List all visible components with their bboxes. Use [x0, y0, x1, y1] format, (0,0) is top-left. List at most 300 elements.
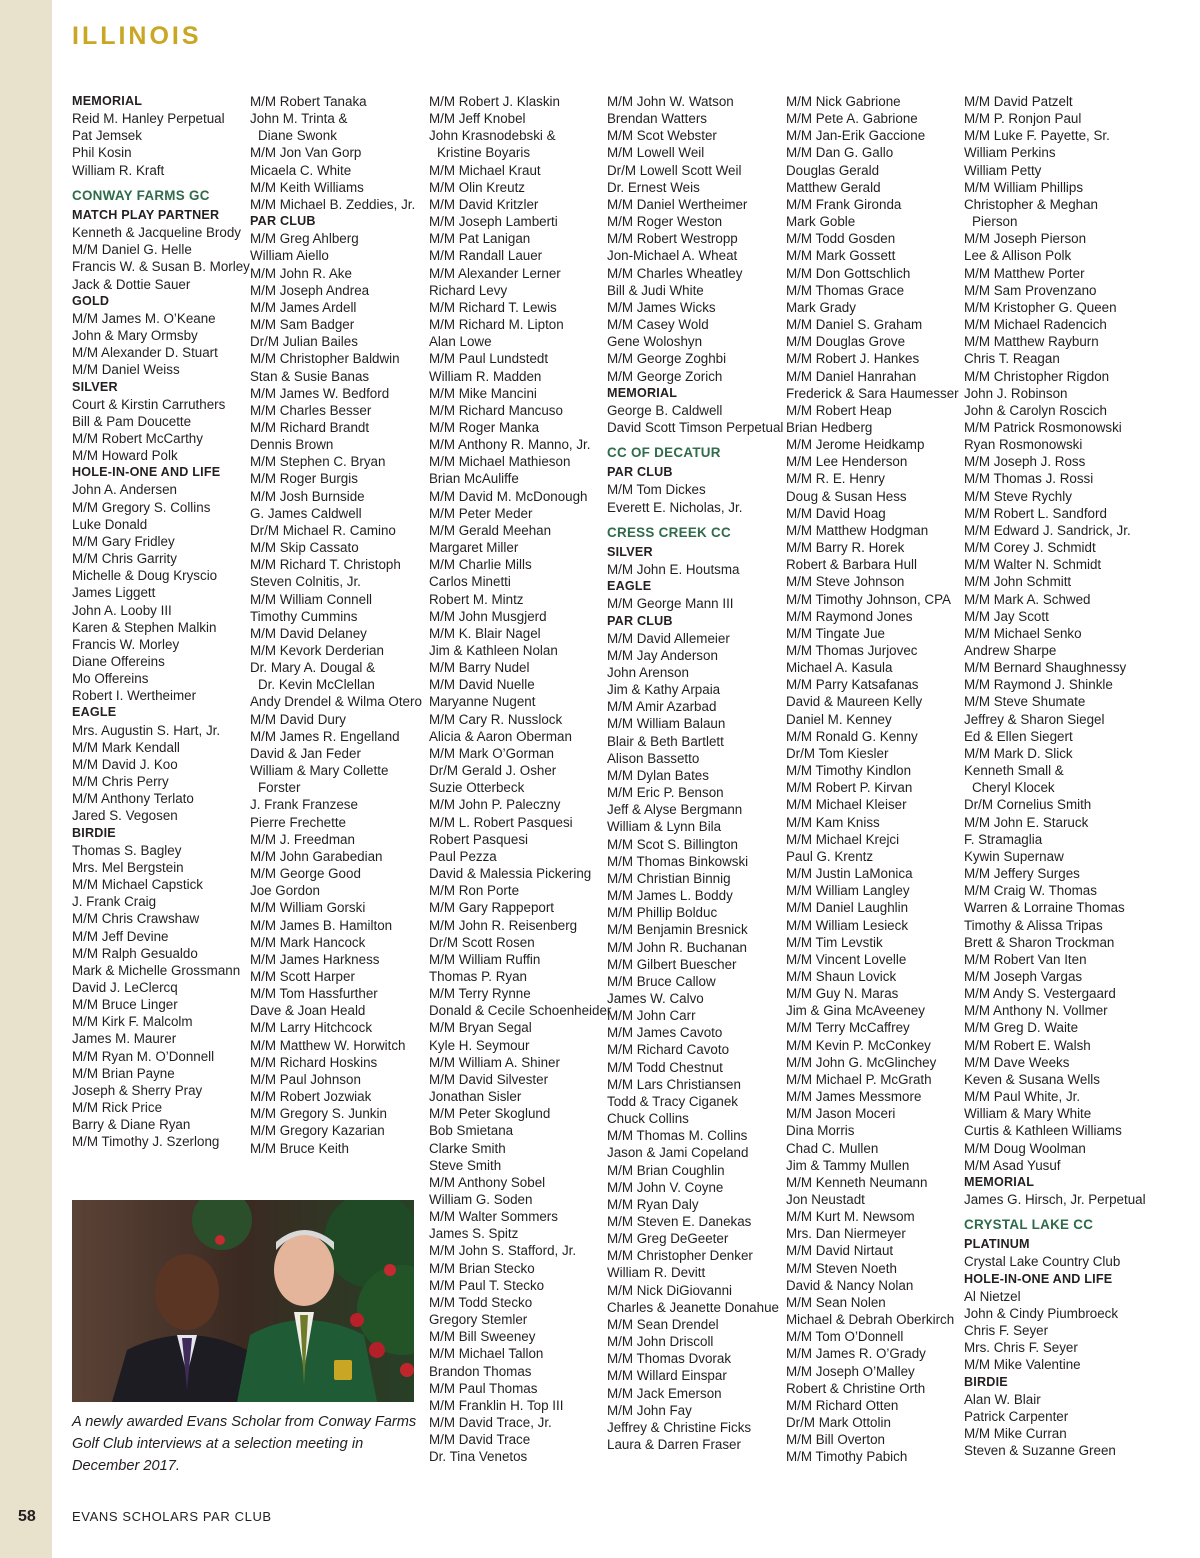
donor-name: M/M Anthony Terlato	[72, 791, 194, 807]
donor-name: M/M Richard Cavoto	[607, 1042, 730, 1058]
donor-name: M/M Bruce Callow	[607, 973, 716, 989]
donor-column-4	[607, 93, 783, 1453]
giving-level-heading: SILVER	[72, 379, 118, 394]
donor-name: William Petty	[964, 162, 1042, 178]
donor-name: M/M Alexander Lerner	[429, 265, 561, 281]
donor-name: M/M Greg Ahlberg	[250, 231, 359, 247]
donor-name: Jason & Jami Copeland	[607, 1145, 749, 1161]
donor-name: M/M Jay Scott	[964, 608, 1049, 624]
donor-name: M/M Michael Kleiser	[786, 797, 907, 813]
donor-name: Pat Jemsek	[72, 128, 142, 144]
donor-name: M/M Kurt M. Newsom	[786, 1209, 915, 1225]
donor-name: M/M Gary Fridley	[72, 533, 175, 549]
donor-name: Chad C. Mullen	[786, 1140, 879, 1156]
donor-name: Francis W. & Susan B. Morley	[72, 259, 250, 275]
donor-name: M/M Michael Radencich	[964, 317, 1107, 333]
donor-name: Curtis & Kathleen Williams	[964, 1123, 1122, 1139]
scholar-photo-illustration	[72, 1200, 414, 1402]
donor-name: John M. Trinta &	[250, 111, 348, 127]
donor-name: M/M Mike Valentine	[964, 1357, 1081, 1373]
donor-name: M/M Frank Gironda	[786, 196, 902, 212]
donor-name: M/M David Nirtaut	[786, 1243, 894, 1259]
donor-name: Brandon Thomas	[429, 1363, 532, 1379]
giving-level-heading: EAGLE	[72, 705, 117, 720]
donor-name: M/M Matthew Rayburn	[964, 334, 1099, 350]
donor-name: M/M Sam Provenzano	[964, 282, 1097, 298]
donor-name: Margaret Miller	[429, 540, 519, 556]
donor-name: William & Mary White	[964, 1106, 1092, 1122]
giving-level-heading: MATCH PLAY PARTNER	[72, 207, 220, 222]
donor-name: M/M Lars Christiansen	[607, 1076, 741, 1092]
donor-name: M/M Daniel S. Graham	[786, 317, 923, 333]
donor-name: Jon Neustadt	[786, 1192, 865, 1207]
donor-name: M/M John Carr	[607, 1008, 696, 1024]
donor-name: M/M Robert Tanaka	[250, 94, 367, 109]
donor-name: M/M Robert McCarthy	[72, 430, 203, 446]
donor-name: Jeff & Alyse Bergmann	[607, 802, 743, 818]
donor-name: M/M Brian Payne	[72, 1065, 175, 1081]
donor-name: M/M Christopher Baldwin	[250, 351, 400, 367]
donor-name: M/M Kam Kniss	[786, 814, 880, 830]
donor-name: M/M Lee Henderson	[786, 454, 908, 470]
donor-name: J. Frank Craig	[72, 894, 157, 910]
donor-name: Michael & Debrah Oberkirch	[786, 1312, 955, 1328]
donor-name: Charles & Jeanette Donahue	[607, 1299, 779, 1315]
donor-name: M/M Jon Van Gorp	[250, 145, 362, 161]
donor-name: M/M Thomas Dvorak	[607, 1351, 732, 1367]
giving-level-heading: EAGLE	[607, 579, 652, 594]
donor-name: M/M Mark D. Slick	[964, 745, 1073, 761]
donor-name: J. Frank Franzese	[250, 797, 358, 813]
donor-name: M/M Anthony R. Manno, Jr.	[429, 437, 591, 453]
donor-name: Alan Lowe	[429, 334, 492, 350]
donor-name-continued: Pierson	[972, 214, 1018, 230]
donor-name: M/M Todd Chestnut	[607, 1059, 723, 1075]
donor-name: Dr. Mary A. Dougal &	[250, 660, 376, 676]
donor-name: M/M Ronald G. Kenny	[786, 728, 918, 744]
donor-name: M/M Cary R. Nusslock	[429, 711, 563, 727]
donor-name: M/M Don Gottschlich	[786, 265, 911, 281]
donor-name: M/M Gregory S. Collins	[72, 499, 211, 515]
donor-name: M/M Timothy Kindlon	[786, 763, 912, 779]
donor-name: M/M Stephen C. Bryan	[250, 454, 386, 470]
donor-name: M/M Jan-Erik Gaccione	[786, 128, 926, 144]
donor-name: M/M Paul Lundstedt	[429, 351, 549, 367]
donor-name: M/M Nick Gabrione	[786, 94, 901, 109]
donor-name: M/M David Delaney	[250, 625, 367, 641]
donor-name: Robert Pasquesi	[429, 831, 528, 847]
donor-name: M/M George Good	[250, 866, 361, 882]
donor-name: Barry & Diane Ryan	[72, 1117, 191, 1133]
donor-name: Dr/M Gerald J. Osher	[429, 763, 557, 779]
donor-name: Al Nietzel	[964, 1288, 1021, 1304]
donor-name: Michelle & Doug Kryscio	[72, 568, 218, 584]
donor-name: M/M Benjamin Bresnick	[607, 922, 748, 938]
donor-name: M/M Bruce Linger	[72, 997, 178, 1013]
donor-name: M/M Steven E. Danekas	[607, 1214, 752, 1229]
donor-name: M/M Josh Burnside	[250, 488, 365, 504]
donor-name: M/M Tingate Jue	[786, 625, 885, 641]
donor-name: Alicia & Aaron Oberman	[429, 728, 572, 744]
donor-name: M/M James Ardell	[250, 299, 357, 315]
club-heading: CRESS CREEK CC	[607, 524, 731, 540]
donor-name: Jim & Tammy Mullen	[786, 1157, 910, 1173]
donor-name: M/M Thomas Jurjovec	[786, 643, 918, 658]
donor-name: Chris F. Seyer	[964, 1323, 1049, 1339]
donor-name: Paul G. Krentz	[786, 848, 874, 864]
donor-name: M/M Joseph Lamberti	[429, 214, 558, 230]
donor-name: M/M Terry McCaffrey	[786, 1020, 910, 1036]
donor-name: M/M Robert L. Sandford	[964, 505, 1107, 521]
donor-name: Dina Morris	[786, 1123, 855, 1139]
donor-name: James S. Spitz	[429, 1226, 519, 1242]
donor-name: M/M Parry Katsafanas	[786, 677, 919, 693]
donor-name: M/M P. Ronjon Paul	[964, 111, 1082, 127]
donor-name: M/M James Harkness	[250, 951, 380, 967]
donor-name: M/M K. Blair Nagel	[429, 625, 541, 641]
donor-name: M/M Robert J. Klaskin	[429, 94, 560, 109]
donor-name: M/M Pat Lanigan	[429, 231, 531, 247]
donor-name: Francis W. Morley	[72, 636, 180, 652]
donor-name: Chuck Collins	[607, 1111, 689, 1127]
donor-name: Dr/M Julian Bailes	[250, 334, 358, 350]
donor-name: M/M Anthony Sobel	[429, 1174, 546, 1190]
donor-name: M/M Timothy Pabich	[786, 1449, 908, 1465]
donor-name: William R. Kraft	[72, 162, 165, 178]
donor-name: Mark & Michelle Grossmann	[72, 962, 241, 978]
donor-name: M/M Thomas M. Collins	[607, 1128, 748, 1144]
donor-name: M/M David Hoag	[786, 505, 886, 521]
donor-name: M/M Eric P. Benson	[607, 785, 724, 801]
club-heading: CC OF DECATUR	[607, 445, 721, 461]
donor-name: M/M Edward J. Sandrick, Jr.	[964, 522, 1131, 538]
donor-name: M/M Jason Moceri	[786, 1106, 896, 1122]
donor-name: James G. Hirsch, Jr. Perpetual	[964, 1192, 1146, 1207]
donor-name: M/M John R. Ake	[250, 265, 352, 281]
donor-name: Reid M. Hanley Perpetual	[72, 111, 225, 127]
donor-name: Jonathan Sisler	[429, 1089, 522, 1105]
donor-name: M/M Matthew Hodgman	[786, 522, 929, 538]
donor-name: M/M Nick DiGiovanni	[607, 1282, 733, 1298]
donor-name: M/M Gregory S. Junkin	[250, 1106, 387, 1122]
donor-name: M/M Mark Hancock	[250, 934, 366, 950]
donor-name: Dennis Brown	[250, 437, 334, 453]
donor-name: Jared S. Vegosen	[72, 808, 178, 824]
donor-name: M/M Howard Polk	[72, 448, 178, 464]
donor-name: M/M Kevin P. McConkey	[786, 1037, 931, 1053]
donor-name: M/M Sam Badger	[250, 317, 355, 333]
donor-name: M/M Dave Weeks	[964, 1054, 1070, 1070]
donor-name: Timothy Cummins	[250, 608, 358, 624]
donor-name: Dr/M Lowell Scott Weil	[607, 162, 742, 178]
donor-name: M/M John Garabedian	[250, 848, 383, 864]
donor-name: M/M Todd Stecko	[429, 1294, 533, 1310]
donor-name: Brian Hedberg	[786, 419, 873, 435]
donor-name: M/M John E. Staruck	[964, 814, 1089, 830]
donor-name: Suzie Otterbeck	[429, 780, 525, 796]
giving-level-heading: SILVER	[607, 544, 653, 559]
donor-name: M/M Corey J. Schmidt	[964, 540, 1096, 556]
donor-name: M/M Daniel Hanrahan	[786, 368, 917, 384]
donor-name-continued: Kristine Boyaris	[437, 145, 531, 161]
donor-name: M/M David Trace, Jr.	[429, 1415, 552, 1431]
donor-name: William & Mary Collette	[250, 763, 389, 779]
donor-name: Keven & Susana Wells	[964, 1071, 1100, 1087]
donor-name: M/M Randall Lauer	[429, 248, 543, 264]
donor-name: M/M Jeffery Surges	[964, 866, 1080, 882]
donor-name: Brian McAuliffe	[429, 471, 519, 487]
donor-name: M/M John S. Stafford, Jr.	[429, 1243, 577, 1259]
donor-name: M/M Kenneth Neumann	[786, 1174, 928, 1190]
donor-name: M/M Gerald Meehan	[429, 522, 552, 538]
donor-name: M/M Steve Johnson	[786, 574, 905, 590]
donor-name: M/M Michael B. Zeddies, Jr.	[250, 196, 416, 212]
donor-name: Steven & Suzanne Green	[964, 1443, 1116, 1459]
donor-name: M/M Michael Senko	[964, 625, 1082, 641]
donor-name: Thomas P. Ryan	[429, 968, 527, 984]
donor-name: Kywin Supernaw	[964, 848, 1064, 864]
donor-name: Mark Goble	[786, 214, 856, 230]
donor-name: Mrs. Augustin S. Hart, Jr.	[72, 722, 221, 738]
donor-name: Jeffrey & Christine Ficks	[607, 1419, 752, 1435]
donor-name: John Krasnodebski &	[429, 128, 556, 144]
donor-name: M/M Gary Rappeport	[429, 900, 555, 916]
donor-name: William G. Soden	[429, 1192, 533, 1207]
donor-name: M/M Peter Skoglund	[429, 1106, 551, 1122]
donor-column-1	[72, 93, 248, 1151]
donor-name: M/M Patrick Rosmonowski	[964, 419, 1122, 435]
donor-name: Laura & Darren Fraser	[607, 1437, 741, 1453]
donor-name: M/M William Connell	[250, 591, 373, 607]
donor-name: M/M Mark Kendall	[72, 739, 180, 755]
donor-name: M/M Sean Nolen	[786, 1294, 886, 1310]
donor-name: M/M James R. O’Grady	[786, 1346, 926, 1362]
donor-column-3	[429, 93, 612, 1466]
donor-name: Diane Offereins	[72, 654, 165, 669]
donor-name: William Aiello	[250, 248, 329, 264]
donor-name: M/M Luke F. Payette, Sr.	[964, 128, 1110, 144]
donor-name: Bill & Pam Doucette	[72, 413, 192, 429]
donor-name: Paul Pezza	[429, 848, 497, 864]
donor-name: Christopher & Meghan	[964, 196, 1098, 212]
donor-name: M/M Larry Hitchcock	[250, 1020, 373, 1036]
donor-name: M/M Richard Mancuso	[429, 402, 563, 418]
donor-name: M/M Paul T. Stecko	[429, 1277, 545, 1293]
donor-name: M/M Timothy J. Szerlong	[72, 1134, 220, 1150]
donor-name: Mrs. Mel Bergstein	[72, 859, 184, 875]
donor-name: M/M Douglas Grove	[786, 334, 906, 350]
donor-name: M/M Barry R. Horek	[786, 540, 905, 556]
donor-name: Joe Gordon	[250, 883, 320, 899]
donor-name: M/M Scot S. Billington	[607, 836, 738, 852]
donor-name: M/M William Balaun	[607, 716, 726, 732]
donor-name: M/M Daniel G. Helle	[72, 242, 192, 258]
donor-name: M/M Sean Drendel	[607, 1316, 719, 1332]
donor-name: M/M Steve Shumate	[964, 694, 1086, 710]
donor-name: M/M David Patzelt	[964, 94, 1073, 109]
donor-name: John & Cindy Piumbroeck	[964, 1305, 1119, 1321]
donor-name: Matthew Gerald	[786, 179, 881, 195]
donor-name: Bill & Judi White	[607, 282, 704, 298]
donor-name: M/M Willard Einspar	[607, 1368, 727, 1384]
donor-name: William R. Devitt	[607, 1265, 706, 1281]
donor-name: M/M Roger Manka	[429, 419, 540, 435]
donor-name: M/M James R. Engelland	[250, 728, 400, 744]
donor-name: Patrick Carpenter	[964, 1408, 1069, 1424]
donor-name: David & Nancy Nolan	[786, 1277, 914, 1293]
donor-name: M/M Timothy Johnson, CPA	[786, 591, 951, 607]
donor-name: Pierre Frechette	[250, 814, 347, 830]
donor-name: M/M Chris Perry	[72, 774, 169, 790]
donor-name: M/M David Nuelle	[429, 677, 535, 693]
donor-name: Maryanne Nugent	[429, 694, 536, 710]
donor-name: David & Maureen Kelly	[786, 694, 923, 710]
donor-name: James M. Maurer	[72, 1031, 177, 1047]
donor-name: M/M Dylan Bates	[607, 767, 709, 783]
donor-name: M/M Richard T. Christoph	[250, 557, 401, 573]
donor-name: Douglas Gerald	[786, 162, 880, 178]
donor-name: M/M Robert P. Kirvan	[786, 780, 913, 796]
giving-level-heading: PAR CLUB	[607, 613, 673, 628]
donor-name: James W. Calvo	[607, 990, 704, 1006]
donor-name: Carlos Minetti	[429, 574, 511, 590]
donor-name: M/M Joseph O’Malley	[786, 1363, 915, 1379]
club-heading: CONWAY FARMS GC	[72, 187, 210, 203]
donor-name: M/M John Schmitt	[964, 574, 1072, 590]
donor-name: Robert M. Mintz	[429, 591, 524, 607]
donor-column-5	[786, 93, 962, 1466]
donor-name: David Scott Timson Perpetual	[607, 419, 784, 435]
donor-name: Thomas S. Bagley	[72, 842, 182, 858]
donor-name: F. Stramaglia	[964, 831, 1043, 847]
donor-name: M/M Scot Webster	[607, 128, 717, 144]
donor-name: M/M Ron Porte	[429, 883, 520, 899]
donor-name: M/M Mark A. Schwed	[964, 591, 1091, 607]
donor-name: M/M Scott Harper	[250, 968, 355, 984]
donor-name: M/M Bill Overton	[786, 1432, 885, 1448]
donor-name: James Liggett	[72, 585, 156, 601]
donor-name: Kenneth Small &	[964, 763, 1064, 779]
donor-name: William Perkins	[964, 145, 1056, 161]
donor-name: Brendan Watters	[607, 111, 707, 127]
donor-name: M/M Charles Besser	[250, 402, 372, 418]
donor-name: John & Carolyn Roscich	[964, 402, 1107, 418]
donor-name: George B. Caldwell	[607, 402, 723, 418]
donor-name: David & Malessia Pickering	[429, 866, 592, 882]
donor-name: Ed & Ellen Siegert	[964, 728, 1073, 744]
donor-name: M/M John G. McGlinchey	[786, 1054, 937, 1070]
donor-name: Mark Grady	[786, 299, 856, 315]
donor-column-6	[964, 93, 1146, 1459]
giving-level-heading: MEMORIAL	[964, 1174, 1035, 1189]
giving-level-heading: PLATINUM	[964, 1237, 1030, 1252]
donor-name: M/M Shaun Lovick	[786, 968, 897, 984]
donor-name: M/M Robert E. Walsh	[964, 1037, 1091, 1053]
donor-name: Dr/M Michael R. Camino	[250, 522, 396, 538]
donor-name: G. James Caldwell	[250, 505, 362, 521]
donor-name: M/M Michael Krejci	[786, 831, 900, 847]
photo-caption: A newly awarded Evans Scholar from Conway Farms Golf Club interviews at a selection meeting in December 2017.	[72, 1414, 417, 1474]
donor-name: M/M Rick Price	[72, 1100, 163, 1116]
donor-name: Jon-Michael A. Wheat	[607, 248, 738, 264]
donor-name: M/M Chris Crawshaw	[72, 911, 200, 927]
donor-name: Dave & Joan Heald	[250, 1003, 366, 1019]
donor-name: M/M Daniel Wertheimer	[607, 196, 748, 212]
donor-name: Alison Bassetto	[607, 750, 700, 766]
donor-name: John A. Looby III	[72, 602, 172, 618]
donor-name: M/M Richard M. Lipton	[429, 317, 564, 333]
donor-name: M/M Bill Sweeney	[429, 1329, 536, 1345]
donor-name: M/M William Phillips	[964, 179, 1084, 195]
donor-name: M/M Michael P. McGrath	[786, 1071, 932, 1087]
donor-name: M/M George Zorich	[607, 368, 723, 384]
donor-name: Robert & Christine Orth	[786, 1380, 926, 1396]
donor-name: Crystal Lake Country Club	[964, 1254, 1121, 1270]
club-heading: CRYSTAL LAKE CC	[964, 1217, 1094, 1233]
donor-name: M/M Skip Cassato	[250, 540, 359, 556]
donor-name: M/M Steve Rychly	[964, 488, 1072, 504]
donor-name: M/M J. Freedman	[250, 831, 355, 847]
donor-name: Doug & Susan Hess	[786, 488, 907, 504]
donor-name: M/M Olin Kreutz	[429, 179, 525, 195]
donor-name: Frederick & Sara Haumesser	[786, 385, 959, 401]
donor-name-continued: Diane Swonk	[258, 128, 337, 144]
donor-name: Kenneth & Jacqueline Brody	[72, 225, 241, 241]
donor-name: M/M David Silvester	[429, 1071, 549, 1087]
donor-name: M/M John P. Paleczny	[429, 797, 561, 813]
donor-name: M/M Charles Wheatley	[607, 265, 743, 281]
donor-name: Luke Donald	[72, 516, 148, 532]
donor-name: M/M George Zoghbi	[607, 351, 727, 367]
donor-name: M/M Guy N. Maras	[786, 986, 899, 1002]
donor-name: M/M George Mann III	[607, 596, 734, 612]
donor-name: M/M Bernard Shaughnessy	[964, 660, 1127, 676]
donor-name: M/M Joseph Andrea	[250, 282, 370, 298]
donor-name: M/M Daniel Laughlin	[786, 900, 909, 916]
donor-name: M/M Tom Dickes	[607, 482, 706, 498]
donor-name: M/M Phillip Bolduc	[607, 905, 718, 921]
donor-name: M/M Richard T. Lewis	[429, 299, 557, 315]
donor-name: M/M Dan G. Gallo	[786, 145, 894, 161]
donor-name: M/M Chris Garrity	[72, 551, 177, 567]
donor-name: M/M Bryan Segal	[429, 1020, 532, 1036]
donor-name: M/M James B. Hamilton	[250, 917, 393, 933]
donor-name: M/M Paul Johnson	[250, 1071, 361, 1087]
donor-name: Jim & Gina McAveeney	[786, 1003, 925, 1019]
donor-name-continued: Cheryl Klocek	[972, 780, 1055, 796]
donor-name: M/M Christian Binnig	[607, 870, 731, 886]
donor-name: M/M Barry Nudel	[429, 660, 530, 676]
donor-name: M/M Peter Meder	[429, 505, 533, 521]
donor-name: M/M Mark Gossett	[786, 248, 896, 264]
donor-name: M/M Christopher Denker	[607, 1248, 753, 1264]
donor-name: M/M Richard Hoskins	[250, 1054, 378, 1070]
donor-name: Everett E. Nicholas, Jr.	[607, 499, 743, 515]
donor-name: M/M Roger Burgis	[250, 471, 358, 487]
donor-name: M/M Justin LaMonica	[786, 866, 913, 882]
donor-name: M/M Todd Gosden	[786, 231, 896, 247]
donor-name: Stan & Susie Banas	[250, 368, 370, 384]
donor-name-continued: Dr. Kevin McClellan	[258, 677, 375, 693]
donor-name: M/M Christopher Rigdon	[964, 368, 1110, 384]
donor-name: Dr/M Cornelius Smith	[964, 797, 1092, 813]
donor-name: Lee & Allison Polk	[964, 248, 1072, 264]
donor-name: M/M Jack Emerson	[607, 1385, 722, 1401]
donor-name: William R. Madden	[429, 368, 542, 384]
donor-name: M/M Mark O’Gorman	[429, 745, 554, 761]
donor-name: M/M Gregory Kazarian	[250, 1123, 385, 1139]
donor-name: Steve Smith	[429, 1157, 502, 1173]
